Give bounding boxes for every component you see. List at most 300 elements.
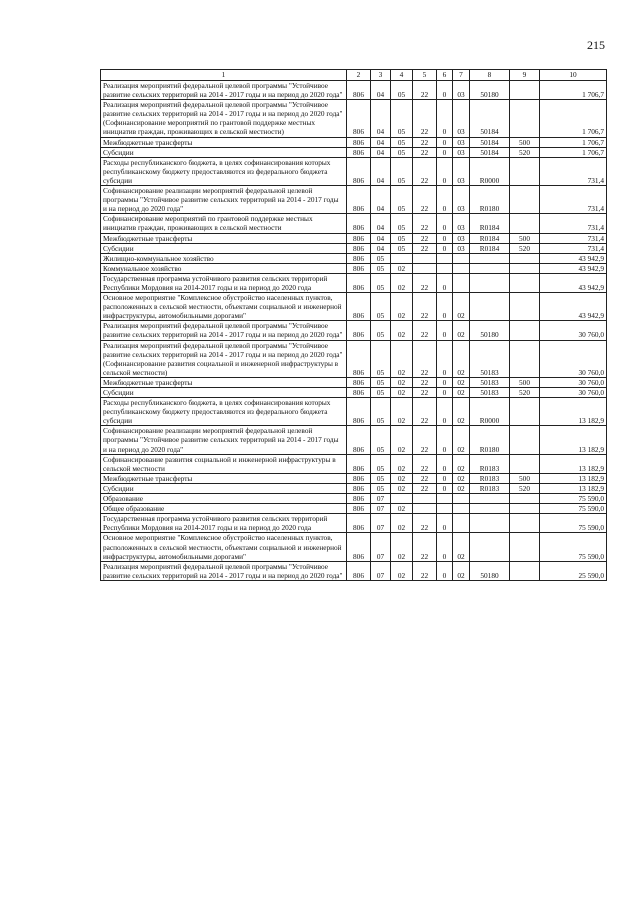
table-row [101,321,607,340]
row-name-cell: Реализация мероприятий федеральной целевой программы "Устойчивое развитие сельских территорий на 2014 - 2017 годы и на период до 2020 года" [101,321,347,340]
code-cell [413,253,437,263]
code-cell: 520 [510,147,540,157]
code-cell: 0 [437,398,453,426]
code-cell: 806 [347,388,371,398]
code-cell: 02 [453,321,470,340]
amount-cell: 30 760,0 [540,340,607,377]
code-cell: 0 [437,561,453,580]
code-cell: 0 [437,137,453,147]
code-cell: 02 [453,561,470,580]
code-cell: 22 [413,243,437,253]
code-cell: R0000 [470,398,510,426]
table-row [101,454,607,473]
row-name-cell: Коммунальное хозяйство [101,263,347,273]
row-name-cell: Основное мероприятие "Комплексное обустройство населенных пунктов, расположенных в сельской местности, объектами социальной и инженерной инфраструктуры, автомобильными дорогами" [101,533,347,561]
code-cell: 520 [510,483,540,493]
code-cell: 02 [391,473,413,483]
code-cell [510,426,540,454]
amount-cell: 25 590,0 [540,561,607,580]
code-cell: 05 [371,454,391,473]
code-cell: 04 [371,186,391,214]
column-header: 1 [101,70,347,81]
code-cell: 22 [413,214,437,233]
code-cell: 22 [413,561,437,580]
code-cell: 50184 [470,100,510,137]
code-cell: 02 [453,340,470,377]
column-header: 8 [470,70,510,81]
table-row [101,533,607,561]
code-cell: 806 [347,233,371,243]
code-cell: 05 [391,186,413,214]
code-cell: 806 [347,100,371,137]
code-cell [510,533,540,561]
code-cell: 0 [437,186,453,214]
amount-cell: 43 942,9 [540,293,607,321]
code-cell: 806 [347,561,371,580]
row-name-cell: Межбюджетные трансферты [101,377,347,387]
row-name-cell: Реализация мероприятий федеральной целевой программы "Устойчивое развитие сельских территорий на 2014 - 2017 годы и на период до 2020 года" [101,561,347,580]
code-cell [510,504,540,514]
code-cell: 22 [413,233,437,243]
code-cell: 04 [371,214,391,233]
code-cell: 07 [371,533,391,561]
code-cell [510,100,540,137]
code-cell: 806 [347,137,371,147]
code-cell: 02 [391,533,413,561]
code-cell: 0 [437,293,453,321]
code-cell: 22 [413,483,437,493]
code-cell: 04 [371,100,391,137]
code-cell [437,504,453,514]
code-cell: 03 [453,186,470,214]
code-cell: 500 [510,473,540,483]
code-cell [510,454,540,473]
row-name-cell: Софинансирование мероприятий по грантовой поддержке местных инициатив граждан, проживающих в сельской местности [101,214,347,233]
row-name-cell: Расходы республиканского бюджета, в целях софинансирования которых республиканскому бюджету предоставляются из федерального бюджета субсидии [101,157,347,185]
code-cell [510,561,540,580]
table-row [101,243,607,253]
code-cell [470,494,510,504]
code-cell: 04 [371,233,391,243]
code-cell: 02 [391,321,413,340]
code-cell: 806 [347,533,371,561]
amount-cell: 731,4 [540,157,607,185]
code-cell [510,273,540,292]
code-cell: 22 [413,157,437,185]
code-cell [453,514,470,533]
row-name-cell: Межбюджетные трансферты [101,233,347,243]
budget-table [100,69,607,581]
code-cell: 02 [453,483,470,493]
code-cell: 03 [453,100,470,137]
code-cell [413,494,437,504]
code-cell [470,253,510,263]
table-row [101,273,607,292]
column-header: 2 [347,70,371,81]
code-cell: 50183 [470,340,510,377]
row-name-cell: Межбюджетные трансферты [101,137,347,147]
row-name-cell: Реализация мероприятий федеральной целевой программы "Устойчивое развитие сельских территорий на 2014 - 2017 годы и на период до 2020 года" (Софинансирование мероприятий по грантовой поддержке местных инициатив граждан, проживающих в сельской местности) [101,100,347,137]
row-name-cell: Софинансирование развития социальной и инженерной инфраструктуры в сельской местности [101,454,347,473]
table-row [101,426,607,454]
row-name-cell: Субсидии [101,243,347,253]
code-cell: 0 [437,483,453,493]
amount-cell: 75 590,0 [540,514,607,533]
code-cell: 50184 [470,147,510,157]
code-cell: 0 [437,321,453,340]
code-cell: 806 [347,157,371,185]
code-cell: 05 [371,263,391,273]
code-cell: 806 [347,426,371,454]
code-cell [453,504,470,514]
row-name-cell: Основное мероприятие "Комплексное обустройство населенных пунктов, расположенных в сельской местности, объектами социальной и инженерной инфраструктуры, автомобильными дорогами" [101,293,347,321]
amount-cell: 30 760,0 [540,321,607,340]
code-cell: 02 [391,398,413,426]
amount-cell: 13 182,9 [540,473,607,483]
code-cell: 02 [391,263,413,273]
code-cell: 04 [371,243,391,253]
code-cell: R0180 [470,186,510,214]
code-cell: 0 [437,214,453,233]
code-cell: 0 [437,243,453,253]
code-cell: 0 [437,100,453,137]
amount-cell: 731,4 [540,214,607,233]
code-cell [510,494,540,504]
code-cell: 22 [413,454,437,473]
code-cell: 806 [347,214,371,233]
amount-cell: 731,4 [540,186,607,214]
amount-cell: 1 706,7 [540,100,607,137]
code-cell: 05 [371,388,391,398]
code-cell: 07 [371,504,391,514]
code-cell: R0000 [470,157,510,185]
code-cell: 04 [371,157,391,185]
column-header: 3 [371,70,391,81]
column-header: 5 [413,70,437,81]
code-cell: R0183 [470,454,510,473]
code-cell: 806 [347,483,371,493]
row-name-cell: Реализация мероприятий федеральной целевой программы "Устойчивое развитие сельских территорий на 2014 - 2017 годы и на период до 2020 года" (Софинансирование развития социальной и инженерной инфраструктуры в сельской местности) [101,340,347,377]
code-cell: 03 [453,214,470,233]
code-cell: 0 [437,426,453,454]
code-cell [437,253,453,263]
code-cell [510,263,540,273]
code-cell: 500 [510,377,540,387]
code-cell: 806 [347,454,371,473]
row-name-cell: Софинансирование реализации мероприятий федеральной целевой программы "Устойчивое развитие сельских территорий на 2014 - 2017 годы и на период до 2020 года" [101,426,347,454]
table-row [101,398,607,426]
column-header: 4 [391,70,413,81]
code-cell: 02 [391,388,413,398]
code-cell: 05 [391,137,413,147]
table-row [101,388,607,398]
code-cell: 05 [371,293,391,321]
amount-cell: 13 182,9 [540,483,607,493]
code-cell: 22 [413,100,437,137]
code-cell: 05 [391,157,413,185]
code-cell: 04 [371,137,391,147]
code-cell: R0180 [470,426,510,454]
row-name-cell: Государственная программа устойчивого развития сельских территорий Республики Мордовия на 2014-2017 годы и на период до 2020 года [101,273,347,292]
code-cell: 500 [510,233,540,243]
code-cell: 22 [413,473,437,483]
table-row [101,504,607,514]
table-row [101,157,607,185]
amount-cell: 75 590,0 [540,504,607,514]
code-cell: 02 [391,340,413,377]
code-cell: 02 [391,504,413,514]
column-header: 10 [540,70,607,81]
code-cell [453,253,470,263]
code-cell: 05 [391,233,413,243]
code-cell: 07 [371,561,391,580]
table-row [101,293,607,321]
code-cell: 806 [347,243,371,253]
table-row [101,233,607,243]
code-cell: 07 [371,494,391,504]
code-cell: 05 [391,147,413,157]
table-row [101,340,607,377]
code-cell: 50184 [470,137,510,147]
code-cell: 806 [347,253,371,263]
code-cell: 806 [347,398,371,426]
table-row [101,263,607,273]
table-row [101,494,607,504]
code-cell: 806 [347,504,371,514]
code-cell: 0 [437,273,453,292]
code-cell: R0184 [470,214,510,233]
row-name-cell: Софинансирование реализации мероприятий федеральной целевой программы "Устойчивое развитие сельских территорий на 2014 - 2017 годы и на период до 2020 года" [101,186,347,214]
code-cell [510,340,540,377]
row-name-cell: Образование [101,494,347,504]
amount-cell: 13 182,9 [540,426,607,454]
code-cell: 02 [453,426,470,454]
code-cell [391,253,413,263]
code-cell: 50180 [470,81,510,100]
row-name-cell: Жилищно-коммунальное хозяйство [101,253,347,263]
code-cell: 0 [437,81,453,100]
code-cell: 02 [453,377,470,387]
code-cell [510,514,540,533]
table-row [101,186,607,214]
code-cell: 520 [510,388,540,398]
column-header: 6 [437,70,453,81]
code-cell [437,494,453,504]
table-row [101,137,607,147]
code-cell: 07 [371,514,391,533]
code-cell: 05 [371,253,391,263]
code-cell: 50180 [470,321,510,340]
page-number: 215 [587,38,605,52]
amount-cell: 30 760,0 [540,377,607,387]
code-cell [470,533,510,561]
amount-cell: 13 182,9 [540,454,607,473]
code-cell [413,504,437,514]
code-cell: 806 [347,377,371,387]
code-cell: 05 [391,243,413,253]
code-cell: 02 [391,293,413,321]
code-cell: 806 [347,321,371,340]
amount-cell: 75 590,0 [540,533,607,561]
code-cell: 02 [391,483,413,493]
code-cell: 806 [347,273,371,292]
code-cell: 04 [371,81,391,100]
code-cell: 05 [371,473,391,483]
amount-cell: 1 706,7 [540,137,607,147]
code-cell: 03 [453,81,470,100]
code-cell [510,157,540,185]
code-cell: 0 [437,473,453,483]
code-cell: 0 [437,157,453,185]
code-cell: R0183 [470,473,510,483]
table-body [101,81,607,581]
row-name-cell: Субсидии [101,147,347,157]
code-cell: 22 [413,81,437,100]
code-cell: 806 [347,473,371,483]
code-cell: 22 [413,186,437,214]
row-name-cell: Субсидии [101,483,347,493]
code-cell: 22 [413,398,437,426]
code-cell: 22 [413,340,437,377]
code-cell: 02 [391,454,413,473]
code-cell [510,186,540,214]
code-cell: 02 [391,273,413,292]
column-header: 7 [453,70,470,81]
code-cell: 02 [391,426,413,454]
code-cell: 50183 [470,377,510,387]
code-cell: 05 [371,426,391,454]
code-cell: 02 [453,388,470,398]
code-cell: R0184 [470,233,510,243]
code-cell: 02 [453,473,470,483]
row-name-cell: Реализация мероприятий федеральной целевой программы "Устойчивое развитие сельских территорий на 2014 - 2017 годы и на период до 2020 года" [101,81,347,100]
code-cell [510,214,540,233]
code-cell: 22 [413,533,437,561]
code-cell: 806 [347,514,371,533]
code-cell [510,253,540,263]
code-cell: 22 [413,321,437,340]
code-cell: 05 [391,100,413,137]
table-row [101,561,607,580]
code-cell: 22 [413,388,437,398]
code-cell [470,273,510,292]
code-cell [453,263,470,273]
code-cell: 05 [371,321,391,340]
code-cell [510,321,540,340]
code-cell: 05 [391,214,413,233]
code-cell [470,263,510,273]
code-cell: 02 [453,398,470,426]
code-cell: 22 [413,377,437,387]
table-row [101,377,607,387]
code-cell: 0 [437,514,453,533]
code-cell: 02 [453,293,470,321]
code-cell: 500 [510,137,540,147]
amount-cell: 1 706,7 [540,147,607,157]
amount-cell: 1 706,7 [540,81,607,100]
table-row [101,473,607,483]
code-cell: 05 [371,340,391,377]
code-cell: 806 [347,340,371,377]
code-cell: 22 [413,514,437,533]
table-row [101,81,607,100]
code-cell: 0 [437,340,453,377]
code-cell: 0 [437,533,453,561]
code-cell [470,514,510,533]
code-cell: 03 [453,147,470,157]
amount-cell: 43 942,9 [540,273,607,292]
code-cell: 806 [347,147,371,157]
code-cell: 806 [347,81,371,100]
code-cell: R0184 [470,243,510,253]
code-cell: 520 [510,243,540,253]
code-cell: 05 [371,398,391,426]
code-cell [437,263,453,273]
code-cell: 22 [413,147,437,157]
table-row [101,214,607,233]
code-cell: 03 [453,233,470,243]
code-cell [470,293,510,321]
code-cell: 03 [453,157,470,185]
code-cell: 806 [347,263,371,273]
amount-cell: 731,4 [540,233,607,243]
code-cell: 0 [437,147,453,157]
code-cell: R0183 [470,483,510,493]
amount-cell: 731,4 [540,243,607,253]
code-cell: 806 [347,186,371,214]
code-cell: 03 [453,137,470,147]
code-cell: 02 [391,561,413,580]
amount-cell: 43 942,9 [540,253,607,263]
code-cell: 05 [371,483,391,493]
code-cell: 05 [391,81,413,100]
code-cell: 04 [371,147,391,157]
code-cell: 02 [391,377,413,387]
amount-cell: 75 590,0 [540,494,607,504]
code-cell: 22 [413,426,437,454]
code-cell [413,263,437,273]
amount-cell: 43 942,9 [540,263,607,273]
table-row [101,100,607,137]
code-cell: 02 [453,454,470,473]
code-cell: 05 [371,273,391,292]
table-row [101,147,607,157]
code-cell: 0 [437,388,453,398]
code-cell [510,293,540,321]
row-name-cell: Общее образование [101,504,347,514]
code-cell [453,494,470,504]
code-cell: 806 [347,494,371,504]
code-cell: 22 [413,293,437,321]
code-cell [453,273,470,292]
table-row [101,253,607,263]
amount-cell: 13 182,9 [540,398,607,426]
code-cell [510,398,540,426]
code-cell [391,494,413,504]
code-cell: 05 [371,377,391,387]
code-cell [510,81,540,100]
column-header: 9 [510,70,540,81]
code-cell: 806 [347,293,371,321]
table-header-row [101,70,607,81]
row-name-cell: Межбюджетные трансферты [101,473,347,483]
code-cell: 0 [437,377,453,387]
code-cell: 50183 [470,388,510,398]
code-cell [470,504,510,514]
code-cell: 03 [453,243,470,253]
amount-cell: 30 760,0 [540,388,607,398]
row-name-cell: Государственная программа устойчивого развития сельских территорий Республики Мордовия на 2014-2017 годы и на период до 2020 года [101,514,347,533]
